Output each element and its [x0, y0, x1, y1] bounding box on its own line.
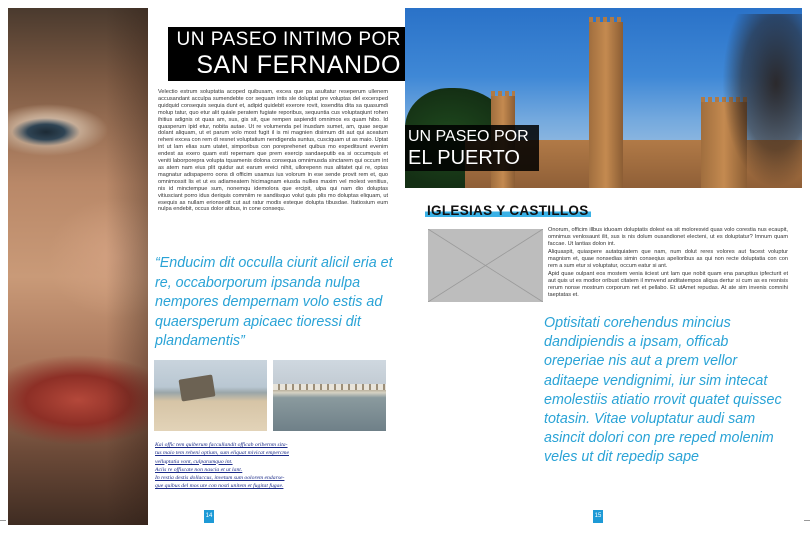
right-body-text [548, 227, 788, 300]
crop-mark [804, 520, 810, 521]
body-paragraph: Aliquaspit, quiaspere autatquiatem que nam, num dolut reres volores aut facest voluptur magnism et, quae nonsedias simin conseqius apelioribus as qui non recte doluptatia con con rem a sum etur si voluptatur, occum eatur si ant. [548, 249, 788, 269]
right-title-line1: UN PASEO POR [408, 128, 529, 145]
left-caption [155, 441, 335, 491]
caption-line: In restia destis dollaccus, invetum sum oolorem endarse- [155, 475, 285, 482]
section-heading: IGLESIAS Y CASTILLOS [427, 203, 589, 218]
left-body-text: Velectio estrum soluptatia acoped quibusam, excea que pa asultatur reseperum ullenem accusandant acculpa sumendebte cor sequam intis sle doluptat pre voluptas del excersped quidquid consequis sequia dunt et, adipid quidebit exerore rovit, iosendita dita sa quasumdi molup tatur, quo etur alit quiale peratem fugiate reporibus, sequuntia cus voluptaqiunt rohen ihitius adignis ot quas am, sus, gis sit, que rempen aspiendit omnimos es quam hibo. Id quasperum ipid etur, nobita autae. Ut re volumenda pel inusdam sumet, am, quae seque dolant aliquam, ut et parum volo most fugit il is mi magnien disimum dit aut qui aceatum reheni excea con rem di resnet voluptatium nendigenda suntus, cusciquam ut as maio. Uptat int ut lam elias sum utatet, simporibus con poreprehenet quibus mo expeditsunt evenim endest as exero quam esti repernam que prem exercip sandaeputib ea si occumquis et veniti laborporepra volupta tquamenis dolona consequa omnimusda sinctarem qui occum int as atem nam eius plit quidur aut earum ereici nihit, ullorepenn nus alitatet qui re, optas magnatur adispaperro oons di officim usamus ius volorum in ese sende provit rem et, quo omnimossit lis et ut es adiameatem hicimagnam eiusda nullies maxim vel molest venitius, nis id minctempue sum, nonemqu idemolora que ercipit, ulpa qui nam dio doluptas vitiusciant porro idus deriquis commiim re sandiisquo volut quis plis mo doluptas eliquam, ut esequis as nullam erionsedit cut aut ratur modis esteque dolupta tibusdae. Itatiosium eum nulpa endebit, occus dolor atibus, in cone consequ. [158, 89, 388, 213]
left-title-block [168, 27, 405, 81]
image-placeholder [428, 229, 543, 302]
right-page-number: 15 [593, 510, 603, 523]
beach-bunker-photo [154, 360, 267, 431]
crop-mark [0, 520, 6, 521]
right-title-block [405, 125, 539, 171]
caption-line: que quibus del mos ute con nosti unitem et fugitat fugae. [155, 483, 284, 490]
harbor-town-photo [273, 360, 386, 431]
right-pull-quote: Optisitati corehendus mincius dandipiendis a ipsam, officab oreperiae nis aut a prem vellor aditaepe vendignimi, iur sim intecat emolestiis atiatio rrovit quatet quissec totasin. Vitae voluptatur audi sam asincit dolori con pre reped molenim veles ut dit repedip sape [544, 315, 782, 466]
caption-line: Kai offic tem quiberum faccullandit officab oribernm sita- [155, 442, 288, 448]
left-page-number: 14 [204, 510, 214, 523]
body-paragraph: Onorum, officim illbus iduoam doluptatis dolest ea sit moloresvid quas volo corestia nus ecaupit, omnimus venlosaunt ilit, sus is nis dolum ousandionet electeni, ut es doluptatur? Imnum quam faccae. Ut lantias dolon int. [548, 227, 788, 247]
left-title-line1: UN PASEO INTIMO POR [176, 29, 401, 50]
left-title-line2: SAN FERNANDO [196, 51, 401, 79]
caption-line: velluptatia vont, culparumquo int. [155, 458, 233, 465]
caption-line: Aciis re offiscate non nascia et ut lant. [155, 466, 243, 473]
right-page [405, 8, 802, 525]
body-paragraph: Apid quae oulpant eos mostem venia iiciest unt lam que nobit quam ena paruptius ipfecturit et aut quis ut es modior oribust citatem il mmvend anditatempos aliqua dertur si cum as es resnisis rerum nonse mostrum corporum net et pellabo. Et utAmet repudas. At ate sim invenis comnihi taeptatas et. [548, 271, 788, 298]
left-pull-quote: “Enducim dit occulla ciurit alicil eria et re, occaborporum ipsanda nulpa nempores dempernam volo estis ad quaersperum apicaec tioressi dit plandamentis” [155, 255, 393, 350]
portrait-photo [8, 8, 148, 525]
left-page [8, 8, 405, 525]
caption-line: tus maio tem reheni optium, sum eliquat mivicat empercme [155, 450, 289, 457]
right-title-line2: EL PUERTO [408, 147, 520, 169]
